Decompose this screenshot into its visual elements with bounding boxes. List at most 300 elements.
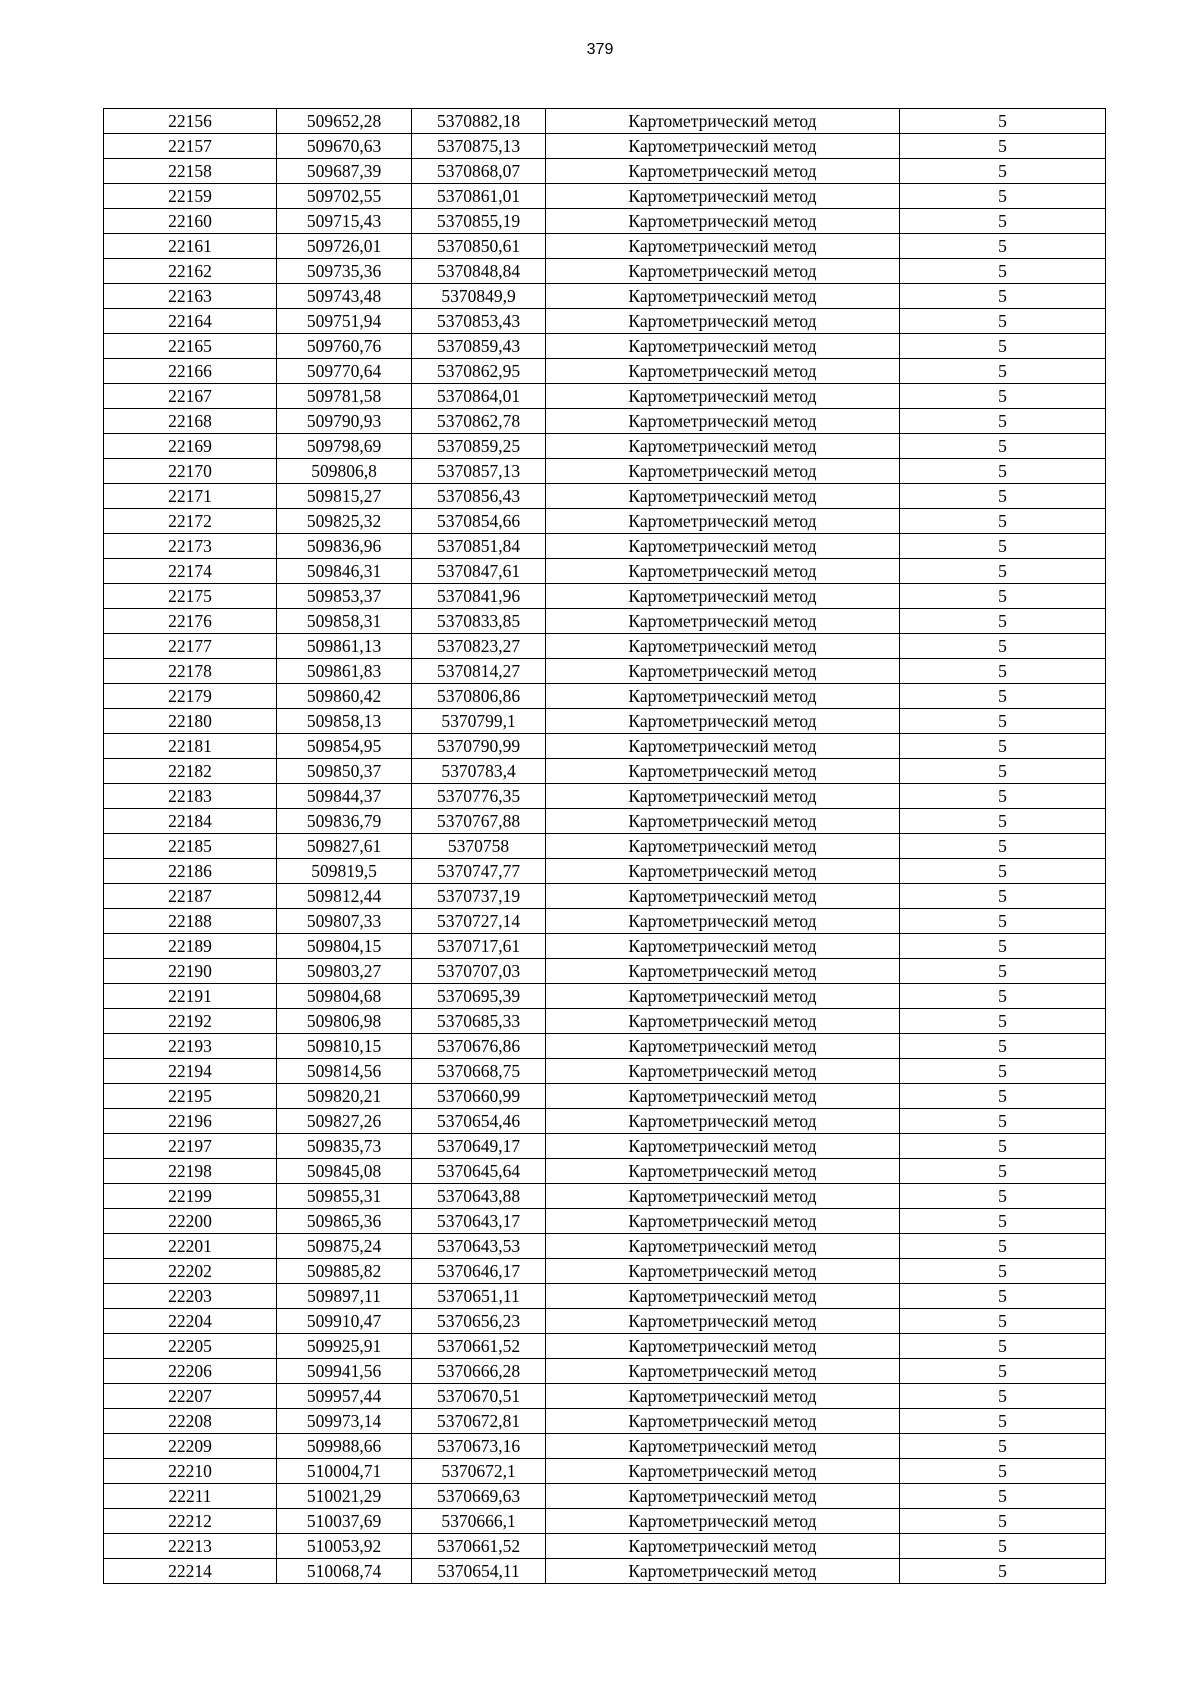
table-row bbox=[104, 1009, 1106, 1034]
y-coordinate-cell: 5370857,13 bbox=[412, 459, 546, 484]
method-cell: Картометрический метод bbox=[546, 934, 900, 959]
table-row bbox=[104, 1209, 1106, 1234]
accuracy-cell: 5 bbox=[900, 634, 1106, 659]
method-cell: Картометрический метод bbox=[546, 834, 900, 859]
point-number-cell: 22178 bbox=[104, 659, 277, 684]
table-row bbox=[104, 309, 1106, 334]
accuracy-cell: 5 bbox=[900, 484, 1106, 509]
accuracy-cell: 5 bbox=[900, 834, 1106, 859]
point-number-cell: 22179 bbox=[104, 684, 277, 709]
x-coordinate-cell: 509853,37 bbox=[277, 584, 412, 609]
accuracy-cell: 5 bbox=[900, 1259, 1106, 1284]
x-coordinate-cell: 509819,5 bbox=[277, 859, 412, 884]
table-row bbox=[104, 659, 1106, 684]
x-coordinate-cell: 509827,61 bbox=[277, 834, 412, 859]
y-coordinate-cell: 5370672,81 bbox=[412, 1409, 546, 1434]
method-cell: Картометрический метод bbox=[546, 684, 900, 709]
accuracy-cell: 5 bbox=[900, 409, 1106, 434]
table-row bbox=[104, 134, 1106, 159]
x-coordinate-cell: 509735,36 bbox=[277, 259, 412, 284]
accuracy-cell: 5 bbox=[900, 734, 1106, 759]
y-coordinate-cell: 5370850,61 bbox=[412, 234, 546, 259]
y-coordinate-cell: 5370645,64 bbox=[412, 1159, 546, 1184]
table-row bbox=[104, 509, 1106, 534]
table-row bbox=[104, 559, 1106, 584]
accuracy-cell: 5 bbox=[900, 234, 1106, 259]
point-number-cell: 22207 bbox=[104, 1384, 277, 1409]
y-coordinate-cell: 5370868,07 bbox=[412, 159, 546, 184]
accuracy-cell: 5 bbox=[900, 934, 1106, 959]
y-coordinate-cell: 5370758 bbox=[412, 834, 546, 859]
point-number-cell: 22199 bbox=[104, 1184, 277, 1209]
accuracy-cell: 5 bbox=[900, 334, 1106, 359]
point-number-cell: 22187 bbox=[104, 884, 277, 909]
point-number-cell: 22184 bbox=[104, 809, 277, 834]
method-cell: Картометрический метод bbox=[546, 434, 900, 459]
accuracy-cell: 5 bbox=[900, 109, 1106, 134]
method-cell: Картометрический метод bbox=[546, 484, 900, 509]
point-number-cell: 22188 bbox=[104, 909, 277, 934]
x-coordinate-cell: 509957,44 bbox=[277, 1384, 412, 1409]
table-row bbox=[104, 109, 1106, 134]
accuracy-cell: 5 bbox=[900, 1459, 1106, 1484]
method-cell: Картометрический метод bbox=[546, 409, 900, 434]
x-coordinate-cell: 509845,08 bbox=[277, 1159, 412, 1184]
x-coordinate-cell: 509860,42 bbox=[277, 684, 412, 709]
method-cell: Картометрический метод bbox=[546, 1184, 900, 1209]
y-coordinate-cell: 5370643,17 bbox=[412, 1209, 546, 1234]
y-coordinate-cell: 5370643,53 bbox=[412, 1234, 546, 1259]
x-coordinate-cell: 509835,73 bbox=[277, 1134, 412, 1159]
accuracy-cell: 5 bbox=[900, 859, 1106, 884]
x-coordinate-cell: 509850,37 bbox=[277, 759, 412, 784]
y-coordinate-cell: 5370651,11 bbox=[412, 1284, 546, 1309]
x-coordinate-cell: 509861,13 bbox=[277, 634, 412, 659]
accuracy-cell: 5 bbox=[900, 1209, 1106, 1234]
y-coordinate-cell: 5370853,43 bbox=[412, 309, 546, 334]
point-number-cell: 22186 bbox=[104, 859, 277, 884]
point-number-cell: 22191 bbox=[104, 984, 277, 1009]
table-row bbox=[104, 1409, 1106, 1434]
x-coordinate-cell: 509814,56 bbox=[277, 1059, 412, 1084]
x-coordinate-cell: 509810,15 bbox=[277, 1034, 412, 1059]
point-number-cell: 22198 bbox=[104, 1159, 277, 1184]
table-row bbox=[104, 1159, 1106, 1184]
point-number-cell: 22181 bbox=[104, 734, 277, 759]
accuracy-cell: 5 bbox=[900, 209, 1106, 234]
accuracy-cell: 5 bbox=[900, 284, 1106, 309]
point-number-cell: 22195 bbox=[104, 1084, 277, 1109]
point-number-cell: 22197 bbox=[104, 1134, 277, 1159]
x-coordinate-cell: 509803,27 bbox=[277, 959, 412, 984]
y-coordinate-cell: 5370841,96 bbox=[412, 584, 546, 609]
point-number-cell: 22211 bbox=[104, 1484, 277, 1509]
y-coordinate-cell: 5370882,18 bbox=[412, 109, 546, 134]
accuracy-cell: 5 bbox=[900, 1309, 1106, 1334]
method-cell: Картометрический метод bbox=[546, 1359, 900, 1384]
table-row bbox=[104, 1334, 1106, 1359]
y-coordinate-cell: 5370814,27 bbox=[412, 659, 546, 684]
accuracy-cell: 5 bbox=[900, 359, 1106, 384]
y-coordinate-cell: 5370649,17 bbox=[412, 1134, 546, 1159]
point-number-cell: 22200 bbox=[104, 1209, 277, 1234]
y-coordinate-cell: 5370859,43 bbox=[412, 334, 546, 359]
accuracy-cell: 5 bbox=[900, 609, 1106, 634]
method-cell: Картометрический метод bbox=[546, 809, 900, 834]
method-cell: Картометрический метод bbox=[546, 709, 900, 734]
table-row bbox=[104, 984, 1106, 1009]
point-number-cell: 22193 bbox=[104, 1034, 277, 1059]
point-number-cell: 22185 bbox=[104, 834, 277, 859]
y-coordinate-cell: 5370672,1 bbox=[412, 1459, 546, 1484]
method-cell: Картометрический метод bbox=[546, 1084, 900, 1109]
y-coordinate-cell: 5370783,4 bbox=[412, 759, 546, 784]
point-number-cell: 22183 bbox=[104, 784, 277, 809]
point-number-cell: 22214 bbox=[104, 1559, 277, 1584]
table-row bbox=[104, 909, 1106, 934]
method-cell: Картометрический метод bbox=[546, 1234, 900, 1259]
table-row bbox=[104, 1359, 1106, 1384]
table-row bbox=[104, 1184, 1106, 1209]
accuracy-cell: 5 bbox=[900, 134, 1106, 159]
x-coordinate-cell: 510004,71 bbox=[277, 1459, 412, 1484]
accuracy-cell: 5 bbox=[900, 1484, 1106, 1509]
y-coordinate-cell: 5370661,52 bbox=[412, 1534, 546, 1559]
x-coordinate-cell: 509804,15 bbox=[277, 934, 412, 959]
method-cell: Картометрический метод bbox=[546, 984, 900, 1009]
accuracy-cell: 5 bbox=[900, 1384, 1106, 1409]
y-coordinate-cell: 5370790,99 bbox=[412, 734, 546, 759]
y-coordinate-cell: 5370660,99 bbox=[412, 1084, 546, 1109]
y-coordinate-cell: 5370666,28 bbox=[412, 1359, 546, 1384]
table-row bbox=[104, 1309, 1106, 1334]
accuracy-cell: 5 bbox=[900, 709, 1106, 734]
method-cell: Картометрический метод bbox=[546, 759, 900, 784]
accuracy-cell: 5 bbox=[900, 259, 1106, 284]
table-row bbox=[104, 1559, 1106, 1584]
method-cell: Картометрический метод bbox=[546, 259, 900, 284]
table-row bbox=[104, 734, 1106, 759]
x-coordinate-cell: 509855,31 bbox=[277, 1184, 412, 1209]
accuracy-cell: 5 bbox=[900, 984, 1106, 1009]
x-coordinate-cell: 509806,98 bbox=[277, 1009, 412, 1034]
point-number-cell: 22189 bbox=[104, 934, 277, 959]
point-number-cell: 22172 bbox=[104, 509, 277, 534]
table-row bbox=[104, 1234, 1106, 1259]
table-row bbox=[104, 709, 1106, 734]
accuracy-cell: 5 bbox=[900, 1334, 1106, 1359]
accuracy-cell: 5 bbox=[900, 884, 1106, 909]
table-row bbox=[104, 384, 1106, 409]
x-coordinate-cell: 509861,83 bbox=[277, 659, 412, 684]
x-coordinate-cell: 510053,92 bbox=[277, 1534, 412, 1559]
method-cell: Картометрический метод bbox=[546, 1459, 900, 1484]
method-cell: Картометрический метод bbox=[546, 1534, 900, 1559]
y-coordinate-cell: 5370661,52 bbox=[412, 1334, 546, 1359]
method-cell: Картометрический метод bbox=[546, 1159, 900, 1184]
point-number-cell: 22162 bbox=[104, 259, 277, 284]
y-coordinate-cell: 5370855,19 bbox=[412, 209, 546, 234]
method-cell: Картометрический метод bbox=[546, 284, 900, 309]
point-number-cell: 22168 bbox=[104, 409, 277, 434]
y-coordinate-cell: 5370776,35 bbox=[412, 784, 546, 809]
method-cell: Картометрический метод bbox=[546, 1484, 900, 1509]
x-coordinate-cell: 509726,01 bbox=[277, 234, 412, 259]
point-number-cell: 22202 bbox=[104, 1259, 277, 1284]
table-row bbox=[104, 434, 1106, 459]
method-cell: Картометрический метод bbox=[546, 334, 900, 359]
page-number: 379 bbox=[586, 41, 614, 58]
method-cell: Картометрический метод bbox=[546, 659, 900, 684]
x-coordinate-cell: 509812,44 bbox=[277, 884, 412, 909]
x-coordinate-cell: 509844,37 bbox=[277, 784, 412, 809]
y-coordinate-cell: 5370670,51 bbox=[412, 1384, 546, 1409]
table-row bbox=[104, 609, 1106, 634]
method-cell: Картометрический метод bbox=[546, 1559, 900, 1584]
x-coordinate-cell: 509836,96 bbox=[277, 534, 412, 559]
method-cell: Картометрический метод bbox=[546, 159, 900, 184]
point-number-cell: 22169 bbox=[104, 434, 277, 459]
accuracy-cell: 5 bbox=[900, 1034, 1106, 1059]
y-coordinate-cell: 5370849,9 bbox=[412, 284, 546, 309]
point-number-cell: 22210 bbox=[104, 1459, 277, 1484]
method-cell: Картометрический метод bbox=[546, 1034, 900, 1059]
x-coordinate-cell: 509702,55 bbox=[277, 184, 412, 209]
method-cell: Картометрический метод bbox=[546, 909, 900, 934]
table-row bbox=[104, 1434, 1106, 1459]
y-coordinate-cell: 5370737,19 bbox=[412, 884, 546, 909]
accuracy-cell: 5 bbox=[900, 459, 1106, 484]
point-number-cell: 22170 bbox=[104, 459, 277, 484]
point-number-cell: 22164 bbox=[104, 309, 277, 334]
x-coordinate-cell: 509760,76 bbox=[277, 334, 412, 359]
table-row bbox=[104, 759, 1106, 784]
table-row bbox=[104, 1459, 1106, 1484]
point-number-cell: 22180 bbox=[104, 709, 277, 734]
method-cell: Картометрический метод bbox=[546, 359, 900, 384]
point-number-cell: 22196 bbox=[104, 1109, 277, 1134]
table-row bbox=[104, 409, 1106, 434]
table-row bbox=[104, 1084, 1106, 1109]
x-coordinate-cell: 509885,82 bbox=[277, 1259, 412, 1284]
table-row bbox=[104, 1034, 1106, 1059]
accuracy-cell: 5 bbox=[900, 1109, 1106, 1134]
x-coordinate-cell: 509827,26 bbox=[277, 1109, 412, 1134]
x-coordinate-cell: 509941,56 bbox=[277, 1359, 412, 1384]
point-number-cell: 22156 bbox=[104, 109, 277, 134]
x-coordinate-cell: 510068,74 bbox=[277, 1559, 412, 1584]
x-coordinate-cell: 509854,95 bbox=[277, 734, 412, 759]
method-cell: Картометрический метод bbox=[546, 1509, 900, 1534]
accuracy-cell: 5 bbox=[900, 909, 1106, 934]
accuracy-cell: 5 bbox=[900, 1434, 1106, 1459]
y-coordinate-cell: 5370747,77 bbox=[412, 859, 546, 884]
accuracy-cell: 5 bbox=[900, 1409, 1106, 1434]
x-coordinate-cell: 509652,28 bbox=[277, 109, 412, 134]
y-coordinate-cell: 5370668,75 bbox=[412, 1059, 546, 1084]
y-coordinate-cell: 5370669,63 bbox=[412, 1484, 546, 1509]
accuracy-cell: 5 bbox=[900, 584, 1106, 609]
table-row bbox=[104, 1384, 1106, 1409]
accuracy-cell: 5 bbox=[900, 1159, 1106, 1184]
point-number-cell: 22174 bbox=[104, 559, 277, 584]
table-row bbox=[104, 209, 1106, 234]
y-coordinate-cell: 5370861,01 bbox=[412, 184, 546, 209]
point-number-cell: 22204 bbox=[104, 1309, 277, 1334]
table-row bbox=[104, 1059, 1106, 1084]
table-row bbox=[104, 484, 1106, 509]
method-cell: Картометрический метод bbox=[546, 559, 900, 584]
x-coordinate-cell: 509715,43 bbox=[277, 209, 412, 234]
table-row bbox=[104, 334, 1106, 359]
method-cell: Картометрический метод bbox=[546, 1134, 900, 1159]
y-coordinate-cell: 5370799,1 bbox=[412, 709, 546, 734]
point-number-cell: 22173 bbox=[104, 534, 277, 559]
table-row bbox=[104, 859, 1106, 884]
x-coordinate-cell: 509670,63 bbox=[277, 134, 412, 159]
x-coordinate-cell: 509973,14 bbox=[277, 1409, 412, 1434]
x-coordinate-cell: 509687,39 bbox=[277, 159, 412, 184]
method-cell: Картометрический метод bbox=[546, 1284, 900, 1309]
method-cell: Картометрический метод bbox=[546, 1409, 900, 1434]
x-coordinate-cell: 509836,79 bbox=[277, 809, 412, 834]
point-number-cell: 22205 bbox=[104, 1334, 277, 1359]
y-coordinate-cell: 5370767,88 bbox=[412, 809, 546, 834]
table-row bbox=[104, 1109, 1106, 1134]
method-cell: Картометрический метод bbox=[546, 234, 900, 259]
y-coordinate-cell: 5370875,13 bbox=[412, 134, 546, 159]
accuracy-cell: 5 bbox=[900, 1084, 1106, 1109]
table-row bbox=[104, 184, 1106, 209]
y-coordinate-cell: 5370823,27 bbox=[412, 634, 546, 659]
y-coordinate-cell: 5370862,95 bbox=[412, 359, 546, 384]
x-coordinate-cell: 509875,24 bbox=[277, 1234, 412, 1259]
x-coordinate-cell: 509925,91 bbox=[277, 1334, 412, 1359]
method-cell: Картометрический метод bbox=[546, 309, 900, 334]
point-number-cell: 22157 bbox=[104, 134, 277, 159]
x-coordinate-cell: 510037,69 bbox=[277, 1509, 412, 1534]
table-row bbox=[104, 884, 1106, 909]
table-row bbox=[104, 1284, 1106, 1309]
coordinates-table-body bbox=[104, 109, 1106, 1584]
accuracy-cell: 5 bbox=[900, 1234, 1106, 1259]
y-coordinate-cell: 5370666,1 bbox=[412, 1509, 546, 1534]
y-coordinate-cell: 5370695,39 bbox=[412, 984, 546, 1009]
accuracy-cell: 5 bbox=[900, 759, 1106, 784]
accuracy-cell: 5 bbox=[900, 809, 1106, 834]
point-number-cell: 22167 bbox=[104, 384, 277, 409]
method-cell: Картометрический метод bbox=[546, 1009, 900, 1034]
accuracy-cell: 5 bbox=[900, 684, 1106, 709]
point-number-cell: 22158 bbox=[104, 159, 277, 184]
accuracy-cell: 5 bbox=[900, 509, 1106, 534]
method-cell: Картометрический метод bbox=[546, 634, 900, 659]
point-number-cell: 22177 bbox=[104, 634, 277, 659]
y-coordinate-cell: 5370833,85 bbox=[412, 609, 546, 634]
table-row bbox=[104, 234, 1106, 259]
y-coordinate-cell: 5370673,16 bbox=[412, 1434, 546, 1459]
method-cell: Картометрический метод bbox=[546, 134, 900, 159]
accuracy-cell: 5 bbox=[900, 434, 1106, 459]
method-cell: Картометрический метод bbox=[546, 109, 900, 134]
accuracy-cell: 5 bbox=[900, 384, 1106, 409]
method-cell: Картометрический метод bbox=[546, 209, 900, 234]
table-row bbox=[104, 784, 1106, 809]
y-coordinate-cell: 5370854,66 bbox=[412, 509, 546, 534]
y-coordinate-cell: 5370676,86 bbox=[412, 1034, 546, 1059]
method-cell: Картометрический метод bbox=[546, 1059, 900, 1084]
table-row bbox=[104, 284, 1106, 309]
accuracy-cell: 5 bbox=[900, 309, 1106, 334]
method-cell: Картометрический метод bbox=[546, 959, 900, 984]
y-coordinate-cell: 5370847,61 bbox=[412, 559, 546, 584]
method-cell: Картометрический метод bbox=[546, 384, 900, 409]
table-row bbox=[104, 259, 1106, 284]
method-cell: Картометрический метод bbox=[546, 1384, 900, 1409]
x-coordinate-cell: 509807,33 bbox=[277, 909, 412, 934]
point-number-cell: 22201 bbox=[104, 1234, 277, 1259]
x-coordinate-cell: 509897,11 bbox=[277, 1284, 412, 1309]
point-number-cell: 22192 bbox=[104, 1009, 277, 1034]
x-coordinate-cell: 509798,69 bbox=[277, 434, 412, 459]
x-coordinate-cell: 510021,29 bbox=[277, 1484, 412, 1509]
table-row bbox=[104, 1509, 1106, 1534]
x-coordinate-cell: 509858,31 bbox=[277, 609, 412, 634]
accuracy-cell: 5 bbox=[900, 1184, 1106, 1209]
point-number-cell: 22165 bbox=[104, 334, 277, 359]
y-coordinate-cell: 5370685,33 bbox=[412, 1009, 546, 1034]
y-coordinate-cell: 5370856,43 bbox=[412, 484, 546, 509]
y-coordinate-cell: 5370654,46 bbox=[412, 1109, 546, 1134]
accuracy-cell: 5 bbox=[900, 159, 1106, 184]
table-row bbox=[104, 534, 1106, 559]
accuracy-cell: 5 bbox=[900, 1559, 1106, 1584]
method-cell: Картометрический метод bbox=[546, 1109, 900, 1134]
point-number-cell: 22190 bbox=[104, 959, 277, 984]
x-coordinate-cell: 509858,13 bbox=[277, 709, 412, 734]
table-row bbox=[104, 634, 1106, 659]
accuracy-cell: 5 bbox=[900, 1009, 1106, 1034]
accuracy-cell: 5 bbox=[900, 184, 1106, 209]
accuracy-cell: 5 bbox=[900, 534, 1106, 559]
point-number-cell: 22209 bbox=[104, 1434, 277, 1459]
method-cell: Картометрический метод bbox=[546, 884, 900, 909]
method-cell: Картометрический метод bbox=[546, 1334, 900, 1359]
x-coordinate-cell: 509988,66 bbox=[277, 1434, 412, 1459]
coordinates-table bbox=[103, 108, 1106, 1584]
point-number-cell: 22163 bbox=[104, 284, 277, 309]
point-number-cell: 22160 bbox=[104, 209, 277, 234]
table-row bbox=[104, 959, 1106, 984]
method-cell: Картометрический метод bbox=[546, 184, 900, 209]
accuracy-cell: 5 bbox=[900, 784, 1106, 809]
x-coordinate-cell: 509751,94 bbox=[277, 309, 412, 334]
point-number-cell: 22176 bbox=[104, 609, 277, 634]
table-row bbox=[104, 834, 1106, 859]
table-row bbox=[104, 684, 1106, 709]
y-coordinate-cell: 5370851,84 bbox=[412, 534, 546, 559]
method-cell: Картометрический метод bbox=[546, 859, 900, 884]
x-coordinate-cell: 509804,68 bbox=[277, 984, 412, 1009]
y-coordinate-cell: 5370707,03 bbox=[412, 959, 546, 984]
method-cell: Картометрический метод bbox=[546, 734, 900, 759]
accuracy-cell: 5 bbox=[900, 959, 1106, 984]
point-number-cell: 22161 bbox=[104, 234, 277, 259]
x-coordinate-cell: 509806,8 bbox=[277, 459, 412, 484]
x-coordinate-cell: 509910,47 bbox=[277, 1309, 412, 1334]
y-coordinate-cell: 5370864,01 bbox=[412, 384, 546, 409]
point-number-cell: 22208 bbox=[104, 1409, 277, 1434]
